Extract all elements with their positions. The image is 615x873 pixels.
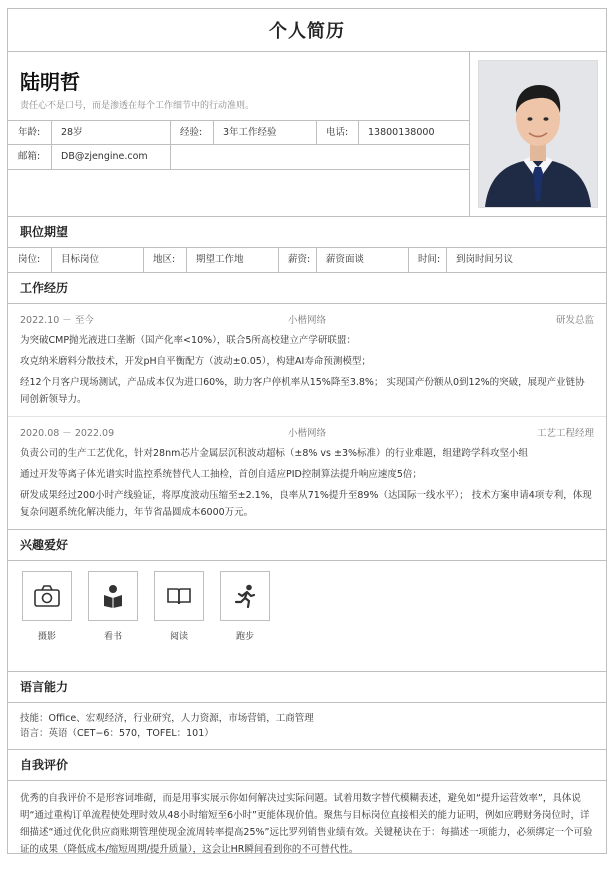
experience-line: 为突破CMP抛光液进口垄断（国产化率<10%），联合5所高校建立产学研联盟： — [20, 335, 356, 346]
hobby-label: 阅读 — [169, 632, 188, 642]
hobbies-list — [8, 561, 606, 672]
experience-line: 攻克纳米磨料分散技术，开发pH自平衡配方（波动±0.05），构建AI寿命预测模型； — [20, 356, 371, 367]
info-row-email — [8, 144, 469, 170]
area-label: 地区: — [153, 254, 176, 265]
experience-company: 小楷网络 — [287, 428, 326, 439]
experience-label: 经验: — [180, 127, 203, 138]
experience-role: 研发总监 — [555, 315, 594, 326]
skills-line: 技能：Office、宏观经济，行业研究，人力资源，市场营销，工商管理 — [20, 713, 314, 724]
hobby-reading — [154, 571, 204, 642]
portrait-image — [479, 61, 597, 207]
experience-line: 通过开发等离子体光谱实时监控系统替代人工抽检，首创自适应PID控制算法提升响应速度5倍； — [20, 469, 422, 480]
self-evaluation-text: 优秀的自我评价不是形容词堆砌，而是用事实展示你如何解决过实际问题。试着用数字替代模糊表述，避免如“提升运营效率”，具体说明“通过重构订单流程使处理时效从48小时缩短至6小时”更能体现价值。聚焦与目标岗位直接相关的能力证明，例如应聘财务岗位时，详细描述“通过优化供应商账期管理使现金流周转率提高25%”远比罗列销售业绩有效。关键秘诀在于：每描述一项能力，必须绑定一个可验证的成果（降低成本/缩短周期/提升质量），这会让HR瞬间看到你的不可替代性。 — [20, 793, 593, 855]
experience-line: 经12个月客户现场测试，产品成本仅为进口60%，助力客户停机率从15%降至3.8%； 实现国产份额从0到12%的突破，展现产业链协同创新领导力。 — [20, 377, 585, 405]
person-name: 陆明哲 — [20, 70, 80, 94]
experience-item — [8, 416, 606, 529]
profile-photo — [478, 60, 598, 208]
reading-person-icon — [88, 571, 138, 621]
hobby-label: 看书 — [103, 632, 122, 642]
open-book-icon — [154, 571, 204, 621]
time-label: 时间: — [418, 254, 441, 265]
email-value: DB@zjengine.com — [61, 151, 148, 162]
position-label: 岗位: — [18, 254, 41, 265]
phone-value: 13800138000 — [368, 127, 435, 138]
profile-info — [8, 52, 470, 216]
experience-company: 小楷网络 — [287, 315, 326, 326]
experience-header — [20, 310, 594, 332]
age-value: 28岁 — [61, 127, 83, 138]
experience-period: 2022.10 － 至今 — [20, 315, 94, 326]
email-label: 邮箱: — [18, 151, 41, 162]
motto: 责任心不是口号，而是渗透在每个工作细节中的行动准则。 — [20, 101, 255, 111]
experience-line: 研发成果经过200小时产线验证，将厚度波动压缩至±2.1%，良率从71%提升至89%（达国际一线水平）； 技术方案申请4项专利，体现复杂问题系统化解决能力，年节省晶圆成本6000万元。 — [20, 490, 592, 518]
experience-role: 工艺工程经理 — [536, 428, 594, 439]
running-icon — [220, 571, 270, 621]
info-row-basic — [8, 120, 469, 145]
hobby-label: 摄影 — [37, 632, 56, 642]
experience-period: 2020.08 － 2022.09 — [20, 428, 115, 439]
experience-line: 负责公司的生产工艺优化，针对28nm芯片金属层沉积波动超标（±8% vs ±3%标准）的行业难题，组建跨学科攻坚小组 — [20, 448, 529, 459]
hobby-label: 跑步 — [235, 632, 254, 642]
language-content — [8, 703, 606, 750]
hobby-books — [88, 571, 138, 642]
salary-value: 薪资面谈 — [326, 254, 365, 265]
area-value: 期望工作地 — [196, 254, 244, 265]
phone-label: 电话: — [326, 127, 349, 138]
profile-section — [8, 52, 606, 217]
salary-label: 薪资: — [288, 254, 311, 265]
page-title: 个人简历 — [8, 9, 606, 52]
work-experience-list — [8, 304, 606, 530]
time-value: 到岗时间另议 — [456, 254, 514, 265]
experience-item — [8, 304, 606, 416]
age-label: 年龄: — [18, 127, 41, 138]
self-evaluation-title: 自我评价 — [8, 750, 606, 781]
language-title: 语言能力 — [8, 672, 606, 703]
experience-value: 3年工作经验 — [223, 127, 277, 138]
experience-header — [20, 423, 594, 445]
work-experience-title: 工作经历 — [8, 273, 606, 304]
hobby-running — [220, 571, 270, 642]
position-value: 目标岗位 — [61, 254, 100, 265]
hobby-photography — [22, 571, 72, 642]
resume-page — [7, 8, 607, 854]
job-intent-title: 职位期望 — [8, 217, 606, 248]
language-line: 语言：英语（CET−6：570，TOFEL：101） — [20, 728, 214, 739]
job-intent-row — [8, 248, 606, 273]
hobbies-title: 兴趣爱好 — [8, 530, 606, 561]
camera-icon — [22, 571, 72, 621]
